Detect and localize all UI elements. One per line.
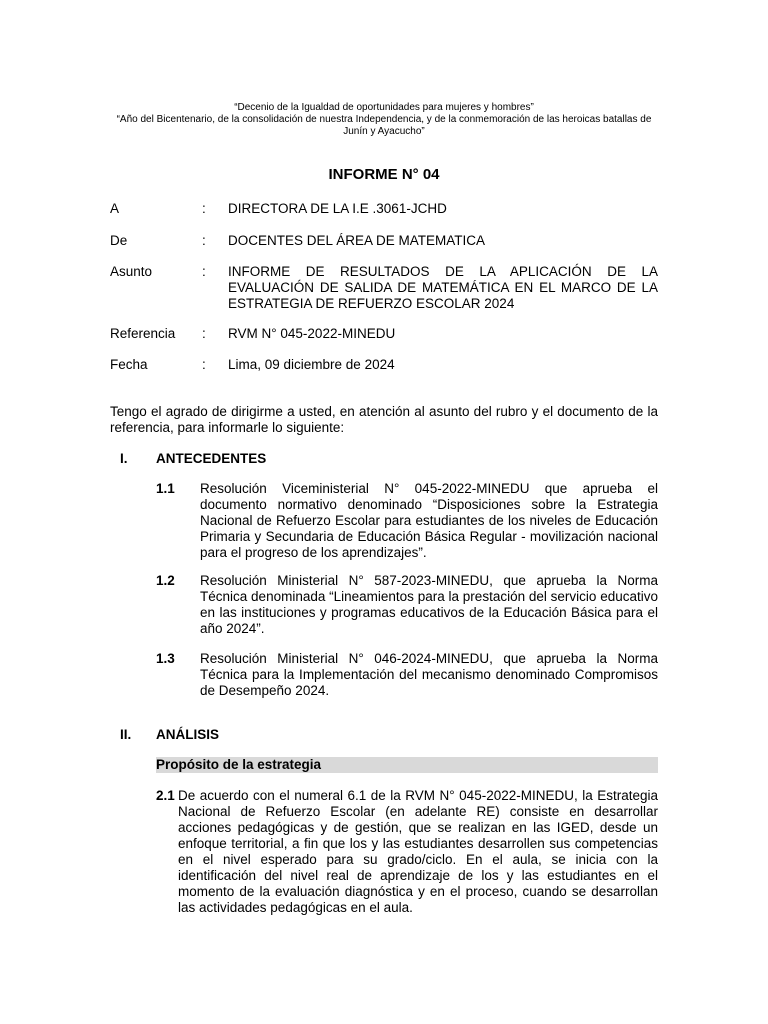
field-colon: :: [202, 326, 206, 341]
report-title: INFORME N° 04: [328, 166, 440, 183]
field-value: INFORME DE RESULTADOS DE LA APLICACIÓN DE LA EVALUACIÓN DE SALIDA DE MATEMÁTICA EN EL MARCO DE LA ESTRATEGIA DE REFUERZO ESCOLAR 2024: [228, 264, 658, 311]
field-colon: :: [202, 233, 206, 248]
section-title: ANTECEDENTES: [156, 451, 267, 466]
field-label: De: [110, 233, 128, 248]
field-label: Referencia: [110, 326, 176, 341]
field-label: A: [110, 201, 120, 216]
field-value: Lima, 09 diciembre de 2024: [228, 357, 395, 372]
item-text: Resolución Viceministerial N° 045-2022-MINEDU que aprueba el documento normativo denominado “Disposiciones sobre la Estrategia Nacional de Refuerzo Escolar para estudiantes de los niveles de Educación Primaria y Secundaria de Educación Básica Regular - movilización nacional para el progreso de los aprendizajes”.: [200, 481, 658, 560]
intro-paragraph: Tengo el agrado de dirigirme a usted, en atención al asunto del rubro y el documento de la referencia, para informarle lo siguiente:: [110, 404, 658, 435]
item-number: 2.1: [156, 788, 175, 803]
section-number: I.: [120, 451, 128, 466]
item-text: Resolución Ministerial N° 046-2024-MINEDU, que aprueba la Norma Técnica para la Implementación del mecanismo denominado Compromisos de Desempeño 2024.: [200, 651, 658, 698]
field-colon: :: [202, 264, 206, 279]
section-number: II.: [120, 727, 132, 742]
field-value: RVM N° 045-2022-MINEDU: [228, 326, 396, 341]
field-value: DIRECTORA DE LA I.E .3061-JCHD: [228, 201, 447, 216]
header-motto-year: “Año del Bicentenario, de la consolidación de nuestra Independencia, y de la conmemoración de las heroicas batallas de Junín y Ayacucho”: [116, 114, 652, 137]
header-motto-decade: “Decenio de la Igualdad de oportunidades para mujeres y hombres”: [234, 102, 534, 113]
item-number: 1.2: [156, 573, 175, 588]
subheading-proposito: Propósito de la estrategia: [156, 757, 658, 773]
field-label: Asunto: [110, 264, 153, 279]
item-number: 1.3: [156, 651, 175, 666]
item-number: 1.1: [156, 481, 175, 496]
item-text: Resolución Ministerial N° 587-2023-MINEDU, que aprueba la Norma Técnica denominada “Lineamientos para la prestación del servicio educativo en las instituciones y programas educativos de la Educación Básica para el año 2024”.: [200, 573, 658, 636]
section-title: ANÁLISIS: [156, 727, 220, 742]
field-colon: :: [202, 201, 206, 216]
field-value: DOCENTES DEL ÁREA DE MATEMATICA: [228, 233, 486, 248]
field-label: Fecha: [110, 357, 148, 372]
field-colon: :: [202, 357, 206, 372]
item-text: De acuerdo con el numeral 6.1 de la RVM N° 045-2022-MINEDU, la Estrategia Nacional de Refuerzo Escolar (en adelante RE) consiste en desarrollar acciones pedagógicas y de gestión, que se realizan en las IGED, desde un enfoque territorial, a fin que los y las estudiantes desarrollen sus competencias en el nivel esperado para su grado/ciclo. En el aula, se inicia con la identificación del nivel real de aprendizaje de los y las estudiantes en el momento de la evaluación diagnóstica y en el proceso, cuando se desarrollan las actividades pedagógicas en el aula.: [178, 788, 658, 915]
